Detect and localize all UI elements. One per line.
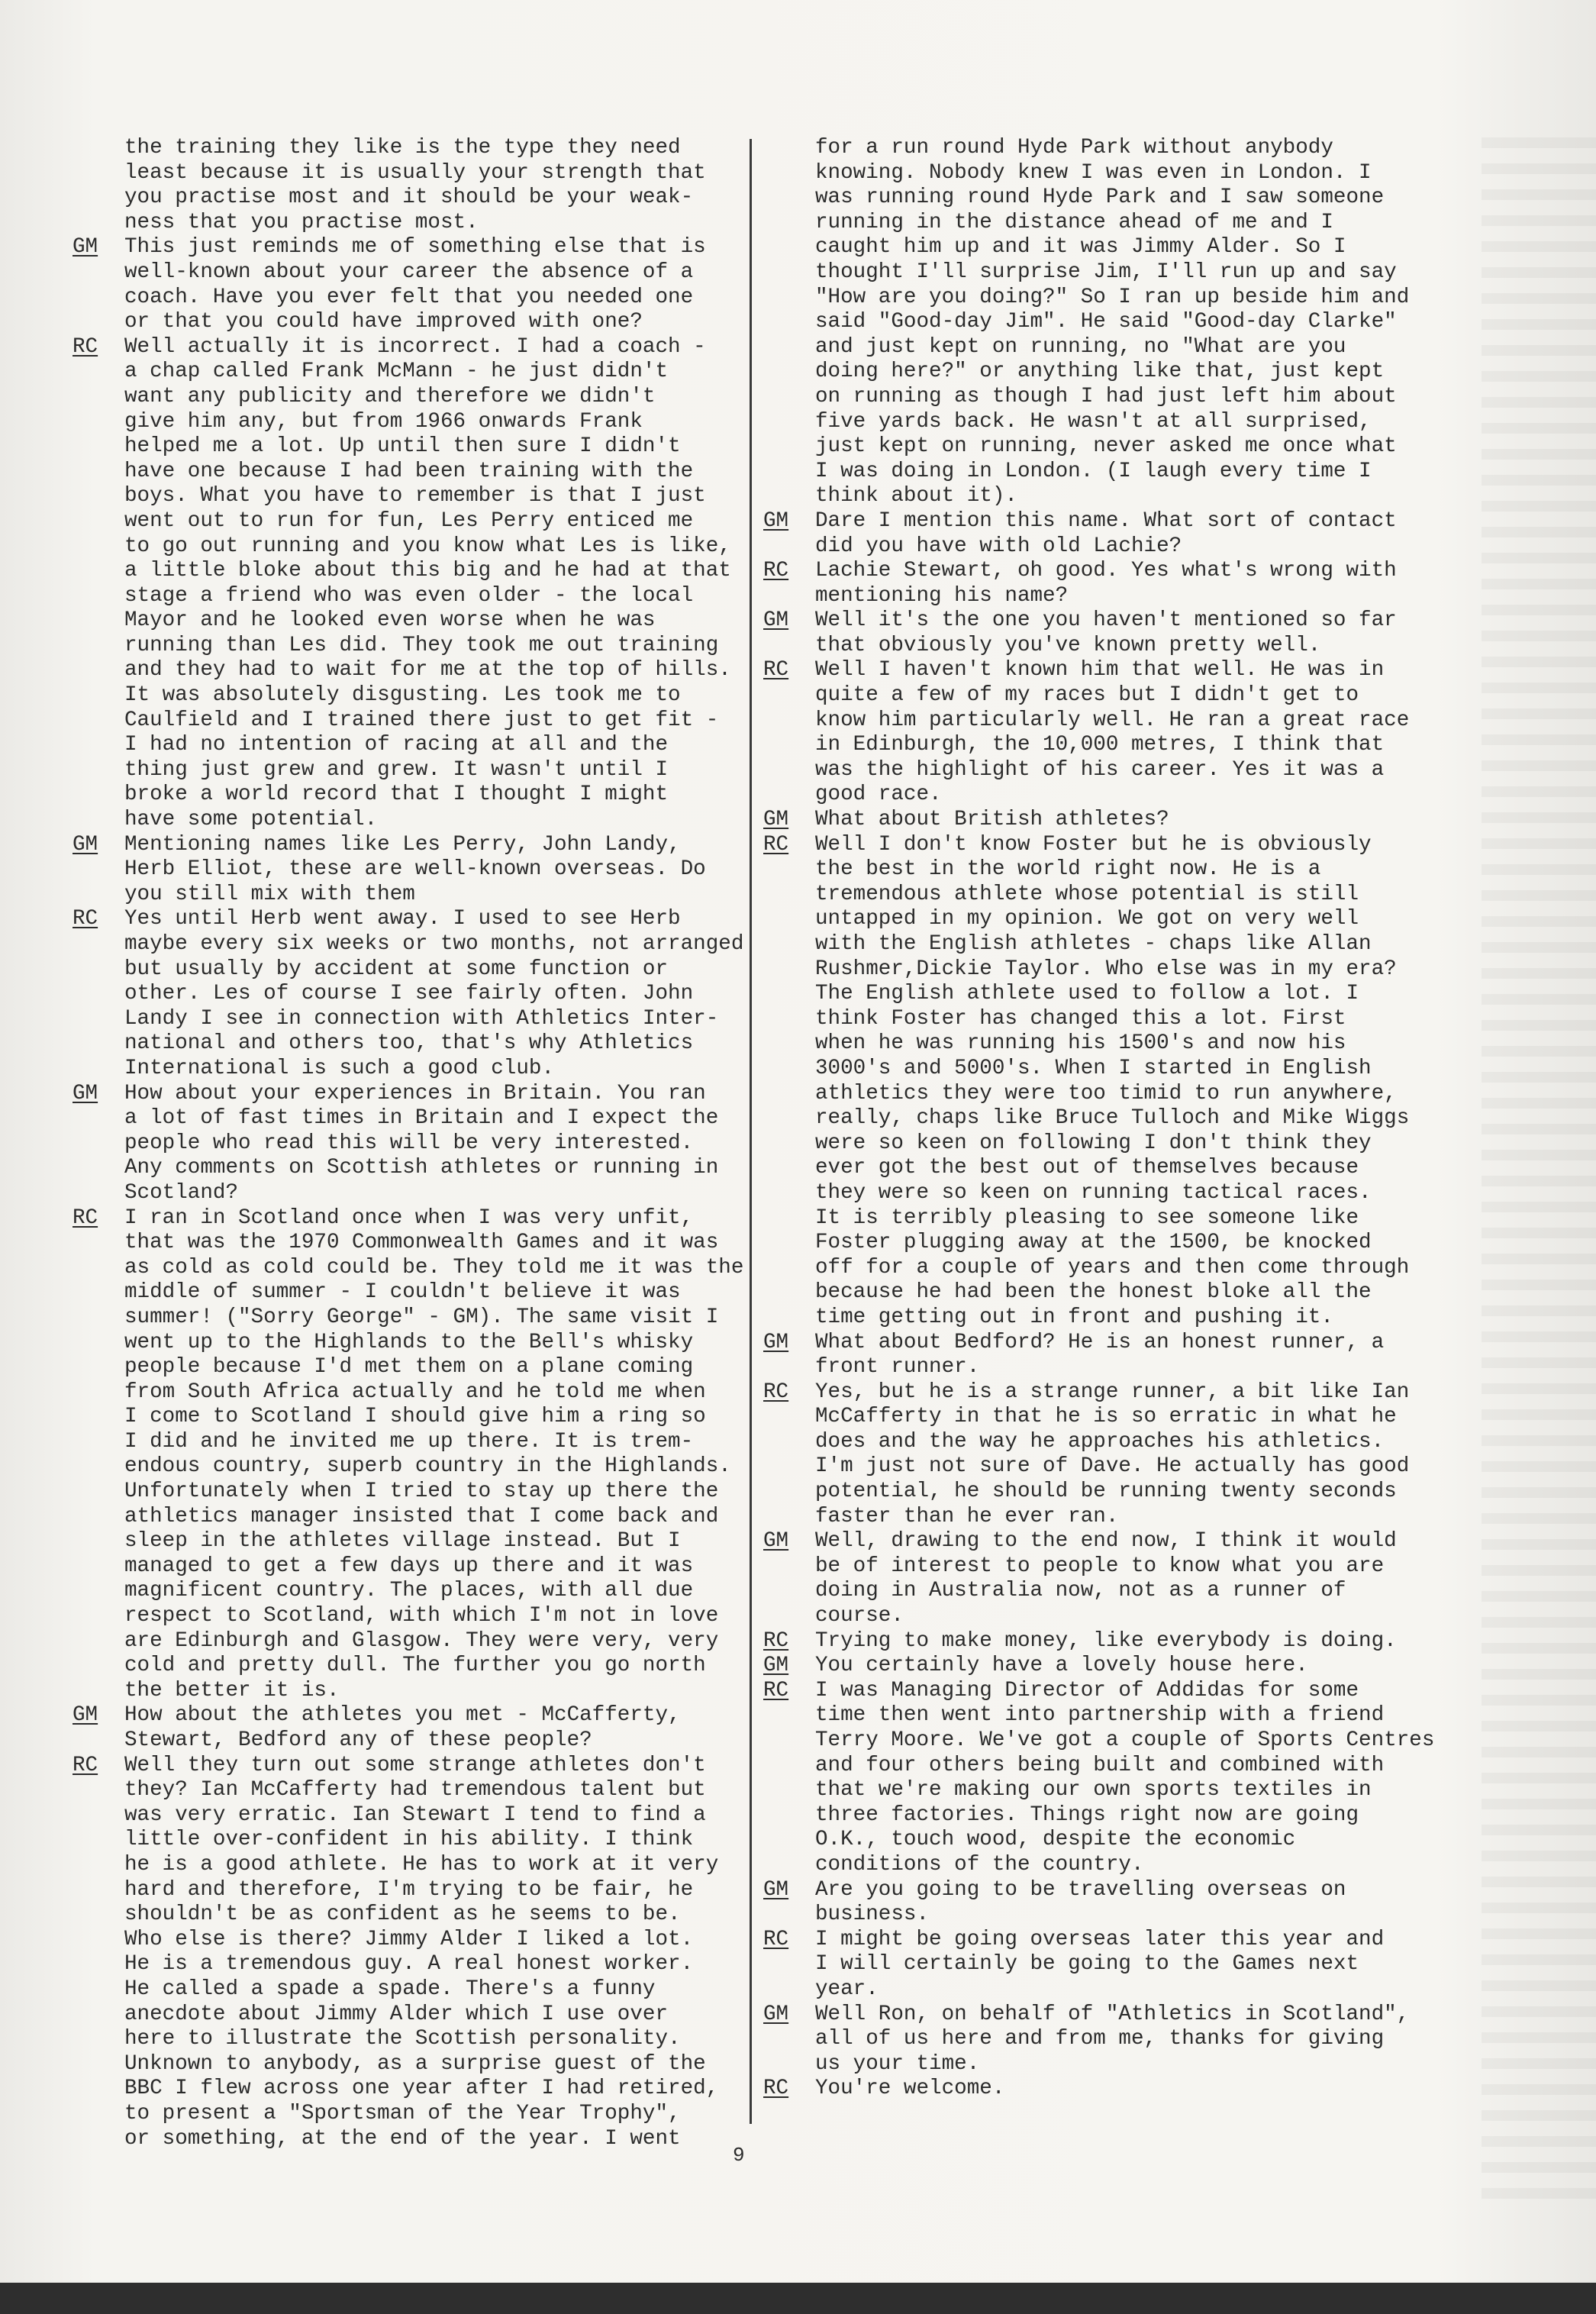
- dialogue-entry: [73, 1754, 744, 1928]
- dialogue-text: Are you going to be travelling overseas on business.: [815, 1877, 1346, 1927]
- dialogue-entry: [73, 907, 744, 1081]
- dialogue-text: Well actually it is incorrect. I had a coach - a chap called Frank McMann - he just didn't want any publicity and therefore we didn't give him any, but from 1966 onwards Frank helped me a lot. Up until then sure I didn't have one because I had been training with the boys. What you have to remember is that I just went out to run for fun, Les Perry enticed me to go out running and you know what Les is like, a little bloke about this big and he had at that stage a friend who was even older - the local Mayor and he looked even worse when he was running than Les did. They took me out training and they had to wait for me at the top of hills. It was absolutely disgusting. Les took me to Caulfield and I trained there just to get fit - I had no intention of racing at all and the thing just grew and grew. It wasn't until I broke a world record that I thought I might have some potential.: [124, 334, 731, 832]
- dialogue-entry: [73, 235, 744, 334]
- dialogue-text: Well I haven't known him that well. He was in quite a few of my races but I didn't get to know him particularly well. He ran a great race in Edinburgh, the 10,000 metres, I think that was the highlight of his career. Yes it was a good race.: [815, 658, 1410, 807]
- page-number: 9: [733, 2144, 745, 2167]
- speaker-initials: RC: [73, 907, 98, 931]
- dialogue-entry: [763, 1529, 1435, 1628]
- dialogue-entry: [763, 808, 1435, 833]
- dialogue-entry: [73, 1206, 744, 1704]
- dialogue-text: What about Bedford? He is an honest runner, a front runner.: [815, 1330, 1385, 1380]
- dialogue-text: I might be going overseas later this year and I will certainly be going to the Games next year.: [815, 1927, 1385, 2001]
- speaker-initials: RC: [763, 1380, 789, 1404]
- dialogue-entry: [763, 1331, 1435, 1380]
- dialogue-text: What about British athletes?: [815, 808, 1169, 832]
- speaker-initials: RC: [73, 1753, 98, 1777]
- dialogue-text: Lachie Stewart, oh good. Yes what's wrong with mentioning his name?: [815, 559, 1397, 608]
- dialogue-text: Yes until Herb went away. I used to see Herb maybe every six weeks or two months, not arranged but usually by accident at some function or other. Les of course I see fairly often. John Landy I see in connection with Athletics Inter- national and others too, that's why Athletics International is such a good club.: [124, 907, 744, 1080]
- dialogue-text: I was Managing Director of Addidas for some time then went into partnership with a friend Terry Moore. We've got a couple of Sports Centres and four others being built and combined with that we're making our own sports textiles in three factories. Things right now are going O.K., touch wood, despite the economic conditions of the country.: [815, 1678, 1435, 1877]
- right-intro-text: for a run round Hyde Park without anybody knowing. Nobody knew I was even in London. I was running round Hyde Park and I saw someone running in the distance ahead of me and I caught him up and it was Jimmy Alder. So I thought I'll surprise Jim, I'll run up and say "How are you doing?" So I ran up beside him and said "Good-day Jim". He said "Good-day Clarke" and just kept on running, no "What are you doing here?" or anything like that, just kept on running as though I had just left him about five yards back. He wasn't at all surprised, just kept on running, never asked me once what I was doing in London. (I laugh every time I think about it).: [815, 136, 1410, 508]
- dialogue-entry: [763, 559, 1435, 608]
- dialogue-text: Well I don't know Foster but he is obviously the best in the world right now. He is a tremendous athlete whose potential is still untapped in my opinion. We got on very well with the English athletes - chaps like Allan Rushmer,Dickie Taylor. Who else was in my era? The English athlete used to follow a lot. I think Foster has changed this a lot. First when he was running his 1500's and now his 3000's and 5000's. When I started in English athletics they were too timid to run anywhere, really, chaps like Bruce Tulloch and Mike Wiggs were so keen on following I don't think they ever got the best out of themselves because they were so keen on running tactical races. It is terribly pleasing to see someone like Foster plugging away at the 1500, be knocked off for a couple of years and then come through because he had been the honest bloke all the time getting out in front and pushing it.: [815, 832, 1410, 1329]
- dialogue-text: Well, drawing to the end now, I think it would be of interest to people to know what you are doing in Australia now, not as a runner of course.: [815, 1529, 1397, 1628]
- dialogue-text: Dare I mention this name. What sort of contact did you have with old Lachie?: [815, 508, 1397, 558]
- speaker-initials: RC: [73, 1205, 98, 1230]
- dialogue-entry: [763, 1654, 1435, 1679]
- speaker-initials: GM: [763, 1529, 789, 1554]
- speaker-initials: GM: [763, 1330, 789, 1354]
- dialogue-entry: [763, 658, 1435, 808]
- speaker-initials: RC: [763, 1927, 789, 1951]
- continuation-paragraph: Who else is there? Jimmy Alder I liked a lot. He is a tremendous guy. A real honest worker. He called a spade a spade. There's a funny anecdote about Jimmy Alder which I use over here to illustrate the Scottish personality. Unknown to anybody, as a surprise guest of the BBC I flew across one year after I had retired, to present a "Sportsman of the Year Trophy", or something, at the end of the year. I went: [124, 1927, 719, 2151]
- speaker-initials: GM: [73, 235, 98, 260]
- dialogue-entry: [763, 1679, 1435, 1878]
- speaker-initials: GM: [763, 1877, 789, 1902]
- dialogue-entry: [763, 1380, 1435, 1530]
- dialogue-text: Well Ron, on behalf of "Athletics in Scotland", all of us here and from me, thanks for giving us your time.: [815, 2002, 1410, 2076]
- dialogue-text: You're welcome.: [815, 2077, 1005, 2101]
- show-through-text: [1482, 137, 1596, 2199]
- dialogue-text: I ran in Scotland once when I was very unfit, that was the 1970 Commonwealth Games and it was as cold as cold could be. They told me it was the middle of summer - I couldn't believe it was summer! ("Sorry George" - GM). The same visit I went up to the Highlands to the Bell's whisky people because I'd met them on a plane coming from South Africa actually and he told me when I come to Scotland I should give him a ring so I did and he invited me up there. It is trem- endous country, superb country in the Highlands. Unfortunately when I tried to stay up there the athletics manager insisted that I come back and sleep in the athletes village instead. But I managed to get a few days up there and it was magnificent country. The places, with all due respect to Scotland, with which I'm not in love are Edinburgh and Glasgow. They were very, very cold and pretty dull. The further you go north the better it is.: [124, 1205, 744, 1702]
- dialogue-entry: [73, 833, 744, 908]
- left-column: [73, 136, 744, 2151]
- speaker-initials: GM: [763, 808, 789, 832]
- dialogue-entry: [763, 833, 1435, 1331]
- speaker-initials: RC: [73, 334, 98, 359]
- column-divider: [750, 139, 752, 2124]
- dialogue-entry: [763, 1629, 1435, 1654]
- right-column: [763, 136, 1435, 2102]
- speaker-initials: GM: [73, 832, 98, 857]
- dialogue-text: How about your experiences in Britain. You ran a lot of fast times in Britain and I expect the people who read this will be very interested. Any comments on Scottish athletes or running in Scotland?: [124, 1081, 719, 1205]
- speaker-initials: GM: [763, 508, 789, 533]
- dialogue-entry: [763, 1878, 1435, 1928]
- dialogue-text: You certainly have a lovely house here.: [815, 1654, 1308, 1678]
- speaker-initials: GM: [73, 1081, 98, 1105]
- dialogue-entry: [763, 1928, 1435, 2003]
- speaker-initials: RC: [763, 559, 789, 583]
- speaker-initials: RC: [763, 1678, 789, 1702]
- dialogue-entry: [73, 1082, 744, 1206]
- dialogue-text: Well it's the one you haven't mentioned so far that obviously you've known pretty well.: [815, 608, 1397, 657]
- scan-bottom-edge: [0, 2283, 1596, 2314]
- speaker-initials: RC: [763, 832, 789, 857]
- speaker-initials: GM: [763, 608, 789, 633]
- dialogue-text: Yes, but he is a strange runner, a bit like Ian McCafferty in that he is so erratic in what he does and the way he approaches his athletics. I'm just not sure of Dave. He actually has good potential, he should be running twenty seconds faster than he ever ran.: [815, 1380, 1410, 1528]
- dialogue-text: How about the athletes you met - McCafferty, Stewart, Bedford any of these people?: [124, 1703, 681, 1752]
- dialogue-text: This just reminds me of something else that is well-known about your career the absence of a coach. Have you ever felt that you needed one or that you could have improved with one?: [124, 235, 706, 334]
- speaker-initials: RC: [763, 2077, 789, 2101]
- dialogue-entry: [73, 1703, 744, 1753]
- left-intro-text: the training they like is the type they need least because it is usually your strength that you practise most and it should be your weak- ness that you practise most.: [124, 136, 706, 234]
- dialogue-entry: [763, 2077, 1435, 2102]
- speaker-initials: RC: [763, 1628, 789, 1653]
- dialogue-text: Mentioning names like Les Perry, John Landy, Herb Elliot, these are well-known overseas. Do you still mix with them: [124, 832, 706, 906]
- speaker-initials: GM: [73, 1703, 98, 1728]
- dialogue-entry: [763, 608, 1435, 658]
- dialogue-entry: [73, 335, 744, 833]
- dialogue-text: Trying to make money, like everybody is doing.: [815, 1628, 1397, 1653]
- dialogue-text: Well they turn out some strange athletes don't they? Ian McCafferty had tremendous talent but was very erratic. Ian Stewart I tend to find a little over-confident in his ability. I think he is a good athlete. He has to work at it very hard and therefore, I'm trying to be fair, he shouldn't be as confident as he seems to be.: [124, 1753, 719, 1927]
- dialogue-entry: [763, 2003, 1435, 2077]
- speaker-initials: GM: [763, 1654, 789, 1678]
- dialogue-entry: [763, 509, 1435, 559]
- speaker-initials: GM: [763, 2002, 789, 2026]
- speaker-initials: RC: [763, 658, 789, 683]
